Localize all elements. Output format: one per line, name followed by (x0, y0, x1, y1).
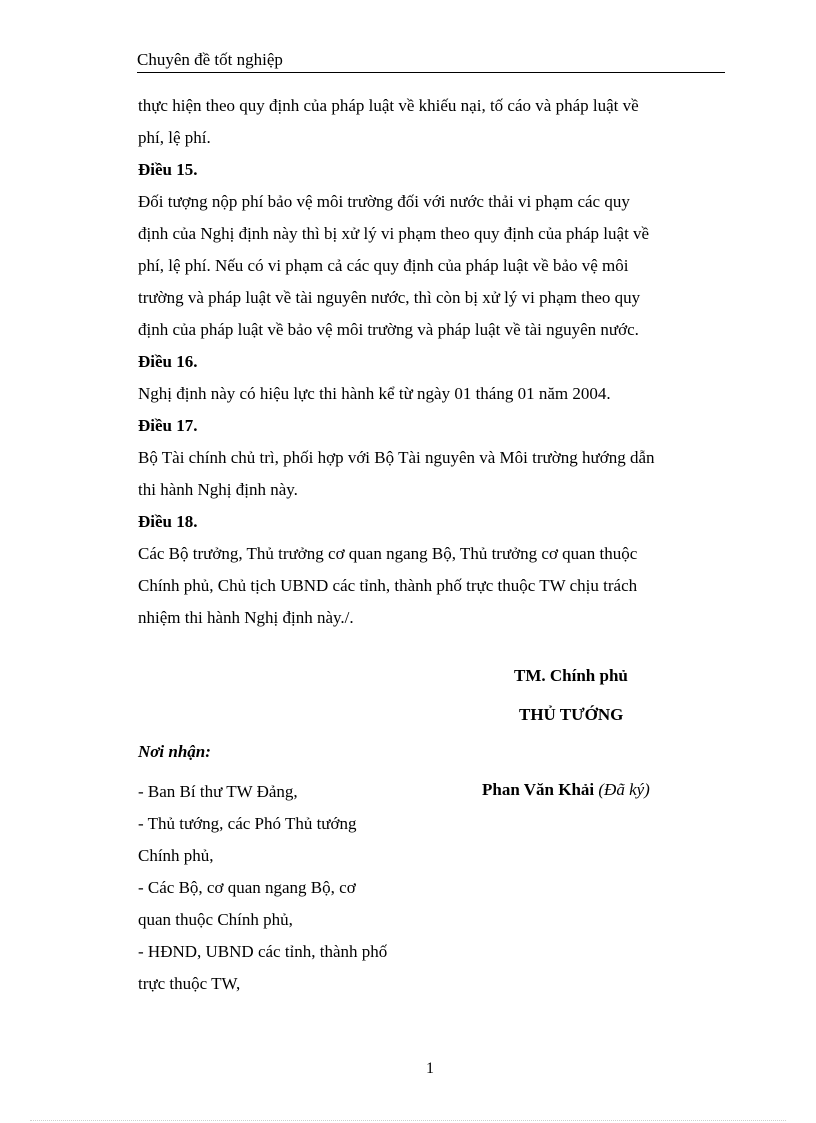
article-16-heading: Điều 16. (138, 352, 198, 371)
article-15-line: Đối tượng nộp phí bảo vệ môi trường đối với nước thải vi phạm các quy (138, 192, 630, 211)
article-18-line: Các Bộ trưởng, Thủ trưởng cơ quan ngang Bộ, Thủ trưởng cơ quan thuộc (138, 544, 638, 563)
recipient-line: - Thủ tướng, các Phó Thủ tướng (138, 814, 357, 833)
article-15-line: định của Nghị định này thì bị xử lý vi phạm theo quy định của pháp luật về (138, 224, 650, 243)
header-title: Chuyên đề tốt nghiệp (137, 50, 283, 69)
article-15-line: phí, lệ phí. Nếu có vi phạm cả các quy định của pháp luật về bảo vệ môi (138, 256, 629, 275)
document-body (138, 90, 728, 634)
signer-name: Phan Văn Khải (482, 780, 595, 799)
article-15-heading: Điều 15. (138, 160, 198, 179)
article-17-line: thi hành Nghị định này. (138, 480, 298, 499)
intro-line: phí, lệ phí. (138, 128, 211, 147)
recipients-list (138, 776, 438, 1000)
signer-status: (Đã ký) (598, 780, 650, 799)
article-18-line: nhiệm thi hành Nghị định này./. (138, 608, 354, 627)
intro-line: thực hiện theo quy định của pháp luật về khiếu nại, tố cáo và pháp luật về (138, 96, 639, 115)
page-header (137, 50, 725, 73)
article-18-line: Chính phủ, Chủ tịch UBND các tỉnh, thành phố trực thuộc TW chịu trách (138, 576, 638, 595)
signature-on-behalf: TM. Chính phủ (514, 666, 628, 685)
article-15-line: định của pháp luật về bảo vệ môi trường và pháp luật về tài nguyên nước. (138, 320, 639, 339)
recipient-line: trực thuộc TW, (138, 974, 241, 993)
article-17-heading: Điều 17. (138, 416, 198, 435)
recipient-line: - Các Bộ, cơ quan ngang Bộ, cơ (138, 878, 356, 897)
signer (482, 779, 650, 801)
article-15-line: trường và pháp luật về tài nguyên nước, thì còn bị xử lý vi phạm theo quy (138, 288, 641, 307)
article-16-line: Nghị định này có hiệu lực thi hành kể từ ngày 01 tháng 01 năm 2004. (138, 384, 611, 403)
article-18-heading: Điều 18. (138, 512, 198, 531)
page-number: 1 (426, 1060, 434, 1077)
recipient-line: - Ban Bí thư TW Đảng, (138, 782, 298, 801)
recipients-title: Nơi nhận: (138, 742, 211, 761)
page-bottom-divider (30, 1120, 786, 1121)
recipient-line: - HĐND, UBND các tỉnh, thành phố (138, 942, 388, 961)
recipient-line: Chính phủ, (138, 846, 214, 865)
signature-position: THỦ TƯỚNG (519, 705, 624, 724)
recipient-line: quan thuộc Chính phủ, (138, 910, 293, 929)
article-17-line: Bộ Tài chính chủ trì, phối hợp với Bộ Tài nguyên và Môi trường hướng dẫn (138, 448, 655, 467)
